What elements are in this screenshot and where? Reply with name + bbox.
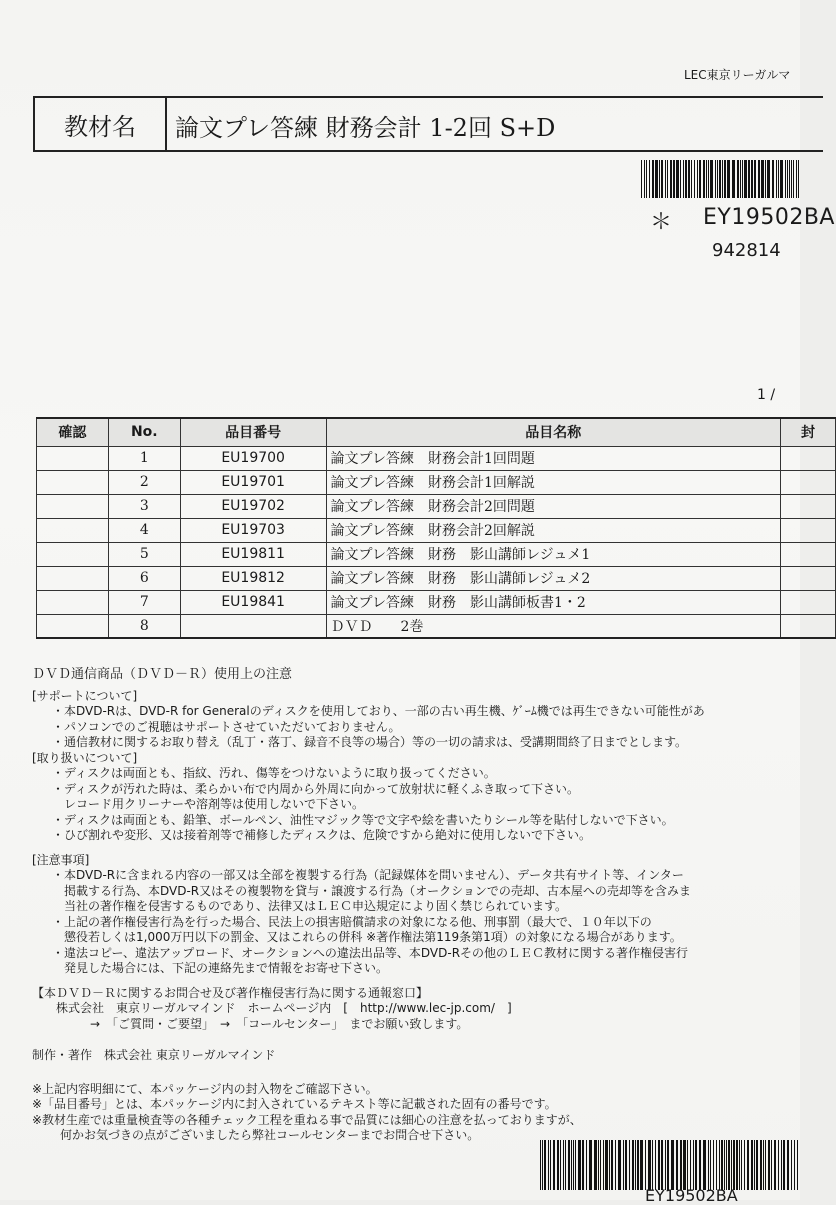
row-name: 論文プレ答練 財務会計1回問題 xyxy=(326,446,781,470)
row-no: 6 xyxy=(108,566,180,590)
barcode-bar xyxy=(697,160,698,198)
barcode-bar xyxy=(715,160,716,198)
barcode-bar xyxy=(665,1140,666,1190)
barcode-bar xyxy=(670,160,672,198)
row-code: EU19841 xyxy=(180,590,326,614)
support-line: ・本DVD-Rは、DVD-R for Generalのディスクを使用しており、一部の古い再生機、ｹﾞｰﾑ機では再生できない可能性があ xyxy=(52,704,705,718)
footer-note: ※上記内容明細にて、本パッケージ内の封入物をご確認下さい。 xyxy=(32,1081,378,1096)
caution-line: 掲載する行為、本DVD-R又はその複製物を貸与・譲渡する行為（オークションでの売却、古本屋への売却等を含みま xyxy=(64,883,691,898)
row-no: 4 xyxy=(108,518,180,542)
barcode-bar xyxy=(568,1140,570,1190)
barcode-bar xyxy=(722,160,723,198)
barcode-bar xyxy=(550,1140,551,1190)
caution-line: ・違法コピー、違法アップロード、オークションへの違法出品等、本DVD-Rその他のＬＥＣ教材に関する著作権侵害行 xyxy=(52,945,689,960)
footer-note: ※教材生産では重量検査等の各種チェック工程を重ねる事で品質には細心の注意を払っておりますが、 xyxy=(32,1112,582,1127)
barcode-bar xyxy=(719,160,721,198)
row-name: ＤＶＤ 2巻 xyxy=(326,614,781,638)
barcode-bar xyxy=(791,160,792,198)
row-code: EU19702 xyxy=(180,494,326,518)
barcode-bar xyxy=(687,1140,688,1190)
contact-title: 【本ＤＶＤ－Ｒに関するお問合せ及び著作権侵害行為に関する通報窓口】 xyxy=(32,985,429,1000)
caution-line: ・本DVD-Rに含まれる内容の一部又は全部を複製する行為（記録媒体を問いません）、データ共有サイト等、インター xyxy=(52,868,684,882)
title-value: 論文プレ答練 財務会計 1-2回 S+D xyxy=(175,114,556,142)
handling-line: ・ディスクが汚れた時は、柔らかい布で内周から外周に向かって放射状に軽くふき取って下さい。 xyxy=(52,781,580,796)
extra-cell xyxy=(781,518,836,542)
barcode-bar xyxy=(540,1140,541,1190)
barcode-bar xyxy=(713,1140,714,1190)
table-row xyxy=(37,518,836,542)
barcode-bar xyxy=(646,160,647,198)
barcode-bar xyxy=(680,1140,682,1190)
barcode-bar xyxy=(655,1140,656,1190)
title-label: 教材名 xyxy=(35,98,167,150)
header-code: 品目番号 xyxy=(180,418,326,446)
barcode-bar xyxy=(733,1140,735,1190)
barcode-bar xyxy=(765,160,766,198)
handling-line: ・ディスクは両面とも、鉛筆、ボールペン、油性マジック等で文字や絵を書いたりシール等を貼付しないで下さい。 xyxy=(52,812,674,827)
barcode-bar xyxy=(737,160,739,198)
barcode-bar xyxy=(751,160,753,198)
barcode-bar xyxy=(783,1140,785,1190)
header-name: 品目名称 xyxy=(326,418,781,446)
barcode-bar xyxy=(659,160,660,198)
barcode-bar xyxy=(739,1140,740,1190)
barcode-bar xyxy=(683,1140,686,1190)
barcode-bar xyxy=(605,1140,608,1190)
barcode-bar xyxy=(652,160,654,198)
row-name: 論文プレ答練 財務 影山講師板書1・2 xyxy=(326,590,781,614)
barcode-bar xyxy=(589,1140,592,1190)
barcode-bar xyxy=(717,160,718,198)
barcode-bar xyxy=(640,1140,643,1190)
barcode-bar xyxy=(703,160,705,198)
barcode-bar xyxy=(676,1140,678,1190)
header-no: No. xyxy=(108,418,180,446)
barcode-bar xyxy=(685,160,687,198)
caution-line: 当社の著作権を侵害するものであり、法律又はＬＥＣ申込規定により固く禁じられています。 xyxy=(64,899,568,913)
barcode-bar xyxy=(542,1140,543,1190)
barcode-bar xyxy=(744,160,747,198)
row-name: 論文プレ答練 財務 影山講師レジュメ1 xyxy=(326,542,781,566)
barcode-bar xyxy=(578,1140,581,1190)
table-row xyxy=(37,494,836,518)
barcode-bar xyxy=(557,1140,559,1190)
barcode-bar xyxy=(671,1140,674,1190)
barcode-bar xyxy=(767,160,770,198)
extra-cell xyxy=(781,566,836,590)
barcode-bar xyxy=(787,1140,789,1190)
barcode-bar xyxy=(751,1140,753,1190)
barcode-bar xyxy=(553,1140,555,1190)
notes-heading: ＤＶＤ通信商品（ＤＶＤ－Ｒ）使用上の注意 xyxy=(32,667,293,682)
barcode-bar xyxy=(798,160,799,198)
barcode-bar xyxy=(748,160,750,198)
row-code: EU19811 xyxy=(180,542,326,566)
caution-line: ・上記の著作権侵害行為を行った場合、民法上の損害賠償請求の対象になる他、刑事罰（最大で、１０年以下の xyxy=(52,914,652,929)
header-extra: 封 xyxy=(781,418,836,446)
barcode-bar xyxy=(716,1140,717,1190)
barcode-bar xyxy=(776,160,777,198)
barcode-bar xyxy=(658,1140,660,1190)
barcode-bar xyxy=(742,160,743,198)
handling-line: レコード用クリーナーや溶剤等は使用しないで下さい。 xyxy=(64,797,365,811)
barcode-bar xyxy=(761,160,764,198)
row-code: EU19812 xyxy=(180,566,326,590)
row-name: 論文プレ答練 財務 影山講師レジュメ2 xyxy=(326,566,781,590)
row-code: EU19701 xyxy=(180,470,326,494)
barcode-bar xyxy=(744,1140,745,1190)
footer-note: 何かお気づきの点がございましたら弊社コールセンターまでお問合せ下さい。 xyxy=(60,1128,480,1142)
barcode-bar xyxy=(706,160,707,198)
table-row xyxy=(37,614,836,638)
barcode-bar xyxy=(760,1140,762,1190)
barcode-bar xyxy=(690,1140,691,1190)
row-no: 7 xyxy=(108,590,180,614)
extra-cell xyxy=(781,614,836,638)
table-row xyxy=(37,590,836,614)
barcode-bar xyxy=(724,160,726,198)
barcode-bar xyxy=(771,1140,772,1190)
barcode-bar xyxy=(732,160,735,198)
row-name: 論文プレ答練 財務会計2回問題 xyxy=(326,494,781,518)
barcode-bar xyxy=(548,1140,549,1190)
check-cell xyxy=(37,542,109,566)
barcode-bar xyxy=(797,1140,798,1190)
barcode-bar xyxy=(747,1140,749,1190)
barcode-bar xyxy=(736,1140,738,1190)
barcode-bar xyxy=(623,1140,624,1190)
barcode-bar xyxy=(785,160,786,198)
barcode-bar xyxy=(683,160,684,198)
check-cell xyxy=(37,614,109,638)
barcode-bar xyxy=(780,160,783,198)
contact-line: 株式会社 東京リーガルマインド ホームページ内 [ http://www.lec-jp.com/ ] xyxy=(56,1001,512,1015)
caution-line: 懲役若しくは1,000万円以下の罰金、又はこれらの併科 ※著作権法第119条第1項）の対象になる場合があります。 xyxy=(64,930,682,944)
barcode-bar xyxy=(719,1140,720,1190)
barcode-bar xyxy=(618,1140,621,1190)
barcode-bar xyxy=(661,1140,663,1190)
barcode-bar xyxy=(699,160,701,198)
row-code: EU19703 xyxy=(180,518,326,542)
barcode-bar xyxy=(791,1140,792,1190)
company-name: LEC東京リーガルマ xyxy=(684,68,791,82)
barcode-bar xyxy=(695,1140,697,1190)
barcode-bar xyxy=(649,160,650,198)
barcode-bar xyxy=(708,160,709,198)
barcode-bar xyxy=(645,1140,646,1190)
items-table xyxy=(36,417,836,639)
title-box xyxy=(33,96,823,152)
barcode-bar xyxy=(793,160,794,198)
barcode-bar xyxy=(565,1140,566,1190)
caution-line: 発見した場合には、下記の連絡先まで情報をお寄せ下さい。 xyxy=(64,961,389,975)
barcode-bar xyxy=(563,1140,564,1190)
row-no: 5 xyxy=(108,542,180,566)
barcode-bar xyxy=(708,1140,709,1190)
extra-cell xyxy=(781,446,836,470)
row-no: 1 xyxy=(108,446,180,470)
barcode-bar xyxy=(740,160,741,198)
barcode-bar xyxy=(586,1140,587,1190)
barcode-bar xyxy=(774,1140,776,1190)
barcode-bar xyxy=(726,1140,727,1190)
barcode-bar xyxy=(594,1140,597,1190)
barcode-bar xyxy=(652,1140,653,1190)
check-cell xyxy=(37,494,109,518)
check-cell xyxy=(37,446,109,470)
row-no: 2 xyxy=(108,470,180,494)
contact-line: → 「ご質問・ご要望」 → 「コールセンター」 までお願い致します。 xyxy=(90,1016,469,1031)
barcode-bar xyxy=(571,1140,572,1190)
barcode-bar xyxy=(699,1140,701,1190)
barcode-bar xyxy=(629,1140,630,1190)
table-row xyxy=(37,542,836,566)
barcode-bar xyxy=(728,1140,730,1190)
barcode-bar xyxy=(724,1140,725,1190)
row-name: 論文プレ答練 財務会計1回解説 xyxy=(326,470,781,494)
barcode-bar xyxy=(665,160,666,198)
barcode-bar xyxy=(600,1140,601,1190)
page-number: 1 / xyxy=(757,387,776,403)
table-row xyxy=(37,566,836,590)
barcode-bar xyxy=(693,1140,694,1190)
extra-cell xyxy=(781,590,836,614)
extra-cell xyxy=(781,494,836,518)
barcode-bar xyxy=(573,1140,574,1190)
barcode-bar xyxy=(609,1140,610,1190)
barcode-bar xyxy=(688,160,690,198)
production-credit: 制作・著作 株式会社 東京リーガルマインド xyxy=(32,1048,276,1062)
sub-code: 942814 xyxy=(712,240,781,261)
barcode-bar xyxy=(741,1140,742,1190)
barcode-bar xyxy=(754,1140,755,1190)
table-row xyxy=(37,446,836,470)
barcode-bar xyxy=(598,1140,599,1190)
barcode-bar xyxy=(635,1140,636,1190)
footer-note: ※「品目番号」とは、本パッケージ内に封入されているテキスト等に記載された固有の番号です。 xyxy=(32,1097,557,1111)
barcode-bar xyxy=(667,160,668,198)
caution-title: [注意事項] xyxy=(32,852,90,867)
barcode-bottom xyxy=(540,1140,800,1190)
barcode-bar xyxy=(758,160,760,198)
check-cell xyxy=(37,566,109,590)
barcode-bar xyxy=(778,1140,779,1190)
barcode-bar xyxy=(544,1140,546,1190)
barcode-bar xyxy=(582,1140,584,1190)
barcode-bar xyxy=(560,1140,561,1190)
barcode-bar xyxy=(691,160,692,198)
table-row xyxy=(37,470,836,494)
extra-cell xyxy=(781,542,836,566)
barcode-bar xyxy=(644,160,645,198)
bottom-product-code: EY19502BA xyxy=(645,1186,738,1205)
barcode-bar xyxy=(768,1140,770,1190)
support-line: ・通信教材に関するお取り替え（乱丁・落丁、録音不良等の場合）等の一切の請求は、受講期間終了日までとします。 xyxy=(52,735,688,749)
barcode-bar xyxy=(781,1140,782,1190)
row-no: 8 xyxy=(108,614,180,638)
barcode-bar xyxy=(789,160,790,198)
barcode-bar xyxy=(637,1140,639,1190)
row-code: EU19700 xyxy=(180,446,326,470)
product-code: EY19502BA xyxy=(703,205,835,230)
support-line: ・パソコンでのご視聴はサポートさせていただいておりません。 xyxy=(52,719,401,734)
barcode-bar xyxy=(787,160,788,198)
table-header-row xyxy=(37,418,836,446)
handling-line: ・ひび割れや変形、又は接着剤等で補修したディスクは、危険ですから絶対に使用しないで下さい。 xyxy=(52,828,592,842)
barcode-bar xyxy=(794,1140,795,1190)
row-no: 3 xyxy=(108,494,180,518)
check-cell xyxy=(37,590,109,614)
barcode-bar xyxy=(667,1140,669,1190)
barcode-bar xyxy=(721,1140,723,1190)
barcode-bar xyxy=(710,160,713,198)
support-title: [サポートについて] xyxy=(32,688,138,703)
barcode-bar xyxy=(625,1140,627,1190)
barcode-bar xyxy=(680,160,681,198)
usage-notes xyxy=(32,667,812,1144)
header-check: 確認 xyxy=(37,418,109,446)
barcode-bar xyxy=(615,1140,616,1190)
barcode-bar xyxy=(703,1140,706,1190)
barcode-bar xyxy=(603,1140,604,1190)
handling-line: ・ディスクは両面とも、指紋、汚れ、傷等をつけないように取り扱ってください。 xyxy=(52,766,496,780)
barcode-bar xyxy=(575,1140,576,1190)
barcode-bar xyxy=(727,160,730,198)
check-cell xyxy=(37,470,109,494)
barcode-bar xyxy=(641,160,642,198)
row-code xyxy=(180,614,326,638)
barcode-bar xyxy=(756,1140,758,1190)
code-asterisk: ＊ xyxy=(650,210,673,235)
barcode-bar xyxy=(648,1140,651,1190)
extra-cell xyxy=(781,470,836,494)
row-name: 論文プレ答練 財務会計2回解説 xyxy=(326,518,781,542)
barcode-bar xyxy=(754,160,756,198)
barcode-bar xyxy=(632,1140,634,1190)
barcode-bar xyxy=(765,1140,766,1190)
barcode-bar xyxy=(694,160,695,198)
barcode-bar xyxy=(655,160,658,198)
barcode-bar xyxy=(676,160,679,198)
barcode-bar xyxy=(778,160,779,198)
barcode-bar xyxy=(710,1140,711,1190)
barcode-bar xyxy=(661,160,663,198)
handling-title: [取り扱いについて] xyxy=(32,750,138,765)
barcode-bar xyxy=(772,160,774,198)
barcode-bar xyxy=(611,1140,613,1190)
check-cell xyxy=(37,518,109,542)
barcode-bar xyxy=(763,1140,764,1190)
barcode-bar xyxy=(673,160,675,198)
barcode-bar xyxy=(731,1140,732,1190)
barcode-top xyxy=(641,160,800,198)
barcode-bar xyxy=(796,160,797,198)
